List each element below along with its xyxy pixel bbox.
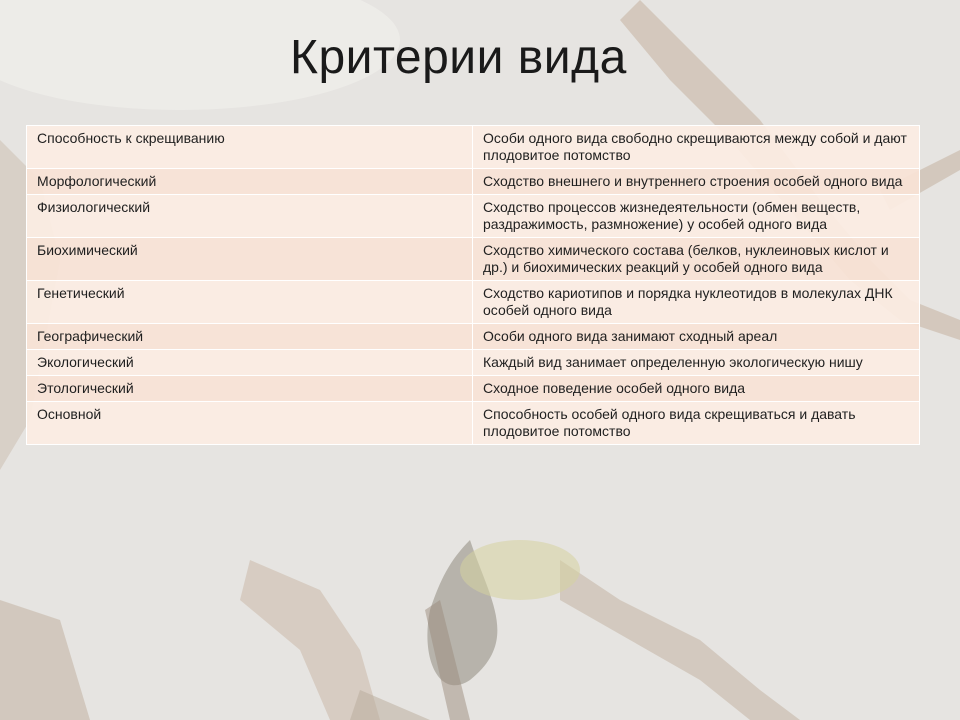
table-row [27,350,920,376]
criterion-cell: Морфологический [27,169,473,195]
criterion-cell: Биохимический [27,238,473,281]
table-row [27,126,920,169]
description-cell: Способность особей одного вида скрещиваться и давать плодовитое потомство [473,402,920,445]
description-cell: Особи одного вида свободно скрещиваются между собой и дают плодовитое потомство [473,126,920,169]
table-row [27,324,920,350]
table-row [27,238,920,281]
description-cell: Сходство процессов жизнедеятельности (обмен веществ, раздражимость, размножение) у особей одного вида [473,195,920,238]
criterion-cell: Экологический [27,350,473,376]
description-cell: Сходство кариотипов и порядка нуклеотидов в молекулах ДНК особей одного вида [473,281,920,324]
species-criteria-table [26,125,920,445]
criterion-cell: Физиологический [27,195,473,238]
description-cell: Сходство внешнего и внутреннего строения особей одного вида [473,169,920,195]
table-row [27,376,920,402]
description-cell: Сходное поведение особей одного вида [473,376,920,402]
description-cell: Особи одного вида занимают сходный ареал [473,324,920,350]
slide-title: Критерии вида [290,31,627,84]
criterion-cell: Этологический [27,376,473,402]
criterion-cell: Генетический [27,281,473,324]
criterion-cell: Способность к скрещиванию [27,126,473,169]
table-row [27,281,920,324]
description-cell: Каждый вид занимает определенную экологическую нишу [473,350,920,376]
criterion-cell: Основной [27,402,473,445]
description-cell: Сходство химического состава (белков, нуклеиновых кислот и др.) и биохимических реакций у особей одного вида [473,238,920,281]
table-row [27,195,920,238]
table-row [27,402,920,445]
table-row [27,169,920,195]
criterion-cell: Географический [27,324,473,350]
